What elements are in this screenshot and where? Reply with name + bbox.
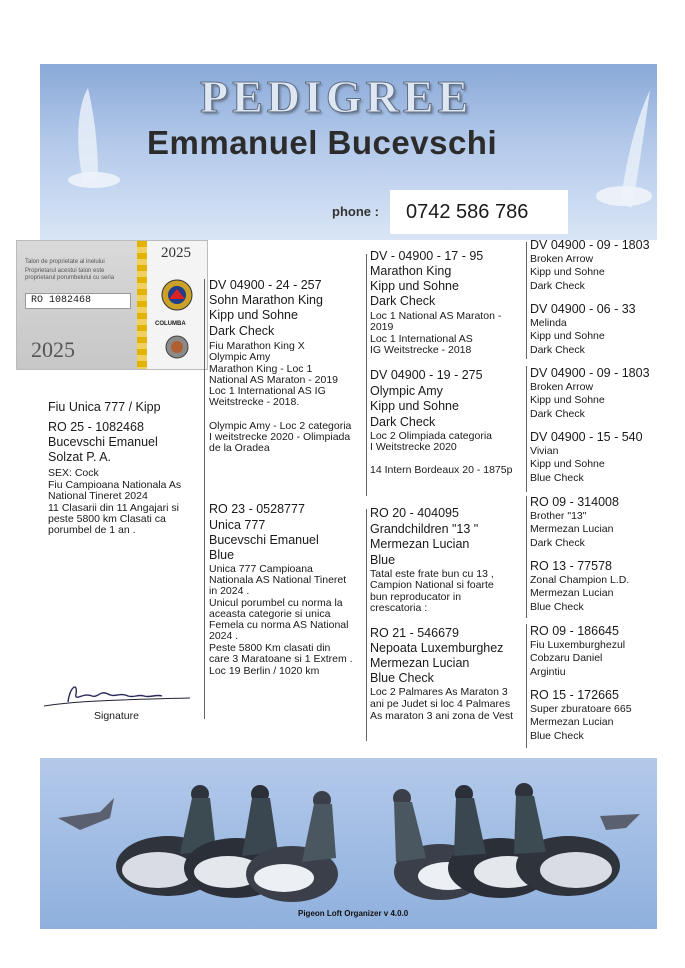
ggp-color: Dark Check [530,408,585,420]
gp-breeder: Mermezan Lucian [370,537,470,551]
gp-ring: RO 21 - 546679 [370,626,459,640]
footer-credit: Pigeon Loft Organizer v 4.0.0 [298,909,409,918]
gp-breeder: Kipp und Sohne [370,279,459,293]
ggp-breeder: Cobzaru Daniel [530,652,603,664]
ggp-color: Argintiu [530,666,566,678]
subject-name: Fiu Unica 777 / Kipp [48,400,161,414]
dam-name: Unica 777 [209,518,266,532]
ggp-ring: DV 04900 - 15 - 540 [530,430,643,444]
sire-color: Dark Check [209,324,275,338]
ggp-name: Melinda [530,317,567,329]
ggp-name: Fiu Luxemburghezul [530,639,626,651]
note-line: I weitstrecke 2020 - Olimpiada [209,431,351,443]
ggp-ring: DV 04900 - 06 - 33 [530,302,636,316]
certificate-line: Proprietarul acestui talon este [25,268,105,274]
note-line: in 2024 . [209,585,250,597]
note-line: 14 Intern Bordeaux 20 - 1875p [370,464,513,476]
note-line: Nationala AS National Tineret [209,574,347,586]
certificate-ring-number: RO 1082468 [31,295,92,306]
ggp-ring: DV 04900 - 09 - 1803 [530,238,650,252]
flying-pigeon-right-icon [580,84,660,224]
bracket-line [526,624,527,748]
note-line: crescatoria : [370,602,428,614]
gp-color: Dark Check [370,415,436,429]
phone-number: 0742 586 786 [406,201,529,223]
note-line: Marathon King - Loc 1 [209,363,313,375]
header-banner [40,64,657,240]
ggp-name: Zonal Champion L.D. [530,574,630,586]
gp-color: Dark Check [370,294,436,308]
note-line: I Weitstrecke 2020 [370,441,457,453]
ggp-name: Vivian [530,445,559,457]
note-line: 2019 [370,321,394,333]
columba-logo-icon [159,277,195,317]
pigeon-group-left [116,785,338,902]
certificate-brand: COLUMBA [155,321,186,327]
ggp-breeder: Kipp und Sohne [530,458,605,470]
subject-owner: Bucevschi Emanuel [48,435,158,449]
ggp-ring: RO 09 - 314008 [530,495,619,509]
gp-name: Grandchildren "13 " [370,522,479,536]
pedigree-sheet [25,64,657,929]
note-line: Campion National si foarte [370,579,494,591]
ggp-breeder: Mermezan Lucian [530,587,614,599]
subject-color: Solzat P. A. [48,450,112,464]
gp-ring: DV - 04900 - 17 - 95 [370,249,484,263]
note-line: aceasta categorie si unica [209,608,331,620]
subject-sex: SEX: Cock [48,467,99,479]
ggp-breeder: Mermezan Lucian [530,523,614,535]
pigeon-group-right [393,783,620,900]
bracket-line [526,242,527,359]
flying-pigeon-left-icon [54,84,134,194]
ggp-ring: RO 13 - 77578 [530,559,612,573]
gp-color: Blue Check [370,671,434,685]
ggp-color: Blue Check [530,601,584,613]
note-line: Weitstrecke - 2018. [209,396,300,408]
certificate-line: Talon de proprietate al inelului [25,259,105,265]
gp-name: Nepoata Luxemburghez [370,641,504,655]
bracket-line [366,509,367,741]
sire-name: Sohn Marathon King [209,293,323,307]
gp-ring: DV 04900 - 19 - 275 [370,368,483,382]
bracket-line [526,496,527,618]
pigeons-illustration [40,758,657,929]
owner-name: Emmanuel Bucevschi [147,124,498,161]
signature-image [40,672,200,712]
note-line: Loc 19 Berlin / 1020 km [209,665,320,677]
ggp-color: Dark Check [530,537,585,549]
note-line: porumbel de 1 an . [48,524,136,536]
note-line: As maraton 3 ani zona de Vest [370,710,514,722]
note-line: de la Oradea [209,442,270,454]
ggp-name: Broken Arrow [530,253,594,265]
gp-name: Olympic Amy [370,384,443,398]
footer-banner [40,758,657,929]
gp-breeder: Mermezan Lucian [370,656,470,670]
gp-ring: RO 20 - 404095 [370,506,459,520]
note-line: 11 Clasarii din 11 Angajari si [48,502,179,514]
ggp-color: Blue Check [530,472,584,484]
note-line: Loc 1 International AS [370,333,473,345]
certificate-line: proprietarul porumbelului cu seria [25,275,115,281]
note-line: Loc 1 International AS IG [209,385,326,397]
ggp-breeder: Kipp und Sohne [530,330,605,342]
dam-color: Blue [209,548,235,562]
ggp-color: Dark Check [530,280,585,292]
note-line: care 3 Maratoane si 1 Extrem . [209,653,353,665]
note-line: Fiu Marathon King X [209,340,305,352]
pedigree-title: PEDIGREE [200,71,473,122]
sire-ring: DV 04900 - 24 - 257 [209,278,322,292]
note-line: Olympic Amy [209,351,271,363]
signature-label: Signature [94,710,139,722]
note-line: bun reproducator in [370,591,462,603]
ggp-breeder: Mermezan Lucian [530,716,614,728]
note-line: IG Weitstrecke - 2018 [370,344,472,356]
gp-breeder: Kipp und Sohne [370,399,459,413]
note-line: Fiu Campioana Nationala As [48,479,182,491]
note-line: Unica 777 Campioana [209,563,313,575]
note-line: Unicul porumbel cu norma la [209,597,343,609]
dam-breeder: Bucevschi Emanuel [209,533,319,547]
medal-icon [163,333,191,361]
ggp-ring: RO 15 - 172665 [530,688,619,702]
bracket-line [204,279,205,719]
note-line: 2024 . [209,630,239,642]
ggp-ring: DV 04900 - 09 - 1803 [530,366,650,380]
ring-certificate [16,240,208,370]
flag-stripes [137,241,147,369]
dam-ring: RO 23 - 0528777 [209,502,305,516]
note-line: Peste 5800 Km clasati din [209,642,331,654]
ggp-name: Brother "13" [530,510,587,522]
bracket-line [366,254,367,496]
ggp-color: Blue Check [530,730,584,742]
bracket-line [526,366,527,492]
gp-color: Blue [370,553,396,567]
ggp-color: Dark Check [530,344,585,356]
ggp-name: Broken Arrow [530,381,594,393]
note-line: National Tineret 2024 [48,490,148,502]
sire-breeder: Kipp und Sohne [209,308,298,322]
note-line: peste 5800 km Clasati ca [48,513,166,525]
note-line: Tatal este frate bun cu 13 , [370,568,494,580]
gp-name: Marathon King [370,264,452,278]
note-line: Femela cu norma AS National [209,619,349,631]
note-line: Loc 2 Olimpiada categoria [370,430,492,442]
subject-ring: RO 25 - 1082468 [48,420,144,434]
ggp-breeder: Kipp und Sohne [530,266,605,278]
ggp-name: Super zburatoare 665 [530,703,632,715]
certificate-year-top: 2025 [161,245,191,261]
note-line: Loc 1 National AS Maraton - [370,310,502,322]
phone-label: phone : [332,204,379,219]
note-line: National AS Maraton - 2019 [209,374,338,386]
note-line: Olympic Amy - Loc 2 categoria [209,420,352,432]
certificate-year: 2025 [31,337,75,362]
ggp-ring: RO 09 - 186645 [530,624,619,638]
note-line: Loc 2 Palmares As Maraton 3 [370,686,508,698]
note-line: ani pe Judet si loc 4 Palmares [370,698,511,710]
ggp-breeder: Kipp und Sohne [530,394,605,406]
